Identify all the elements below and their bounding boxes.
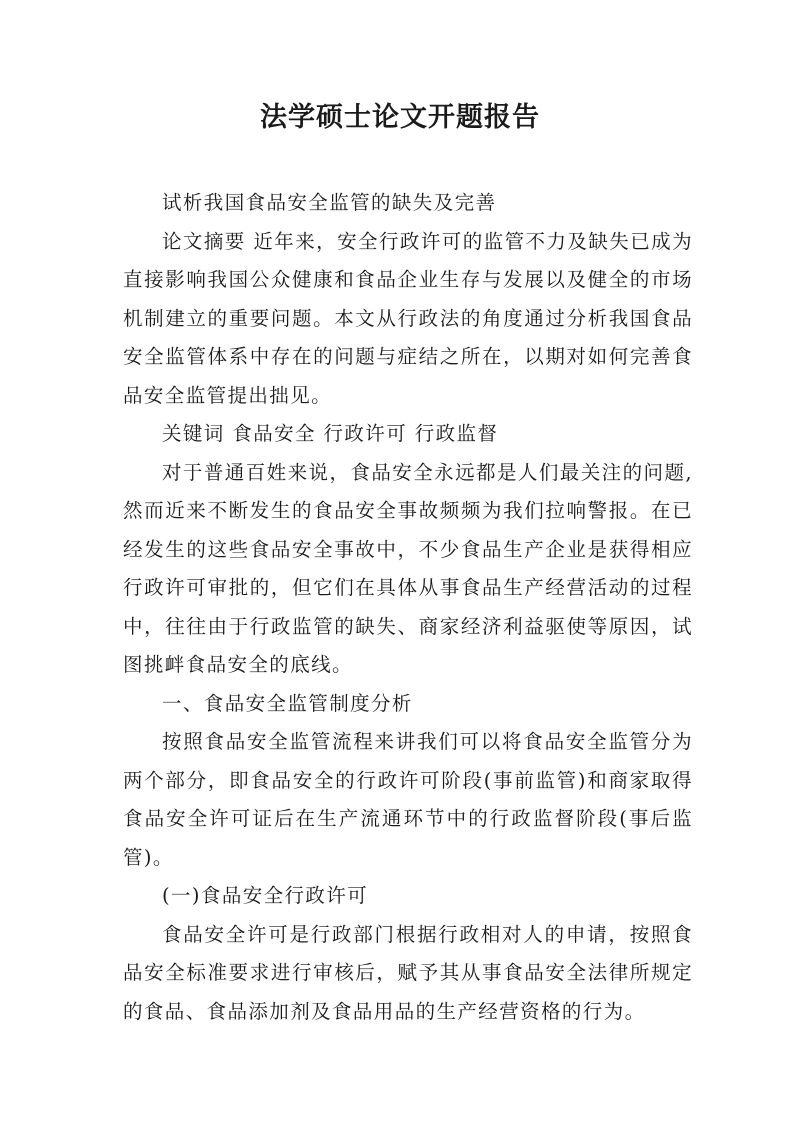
intro-paragraph: 对于普通百姓来说，食品安全永远都是人们最关注的问题,然而近来不断发生的食品安全事故频频为我们拉响警报。在已经发生的这些食品安全事故中，不少食品生产企业是获得相应行政许可审批的，但它们在具体从事食品生产经营活动的过程中，往往由于行政监管的缺失、商家经济利益驱使等原因，试图挑衅食品安全的底线。 [123,460,693,676]
document-body [123,184,693,1031]
section-1-heading: 一、食品安全监管制度分析 [162,691,413,715]
thesis-topic-paragraph: 试析我国食品安全监管的缺失及完善 [162,191,497,214]
subsection-1-heading: (一)食品安全行政许可 [162,884,369,907]
subsection-1-paragraph: 食品安全许可是行政部门根据行政相对人的申请，按照食品安全标准要求进行审核后，赋予其从事食品安全法律所规定的食品、食品添加剂及食品用品的生产经营资格的行为。 [123,922,693,1023]
abstract-paragraph: 论文摘要 近年来，安全行政许可的监管不力及缺失已成为直接影响我国公众健康和食品企业生存与发展以及健全的市场机制建立的重要问题。本文从行政法的角度通过分析我国食品安全监管体系中存在的问题与症结之所在，以期对如何完善食品安全监管提出拙见。 [123,229,693,407]
keywords-paragraph: 关键词 食品安全 行政许可 行政监督 [162,422,499,445]
section-1-paragraph: 按照食品安全监管流程来讲我们可以将食品安全监管分为两个部分，即食品安全的行政许可阶段(事前监管)和商家取得食品安全许可证后在生产流通环节中的行政监督阶段(事后监管)。 [123,730,693,869]
document-title: 法学硕士论文开题报告 [260,102,540,133]
